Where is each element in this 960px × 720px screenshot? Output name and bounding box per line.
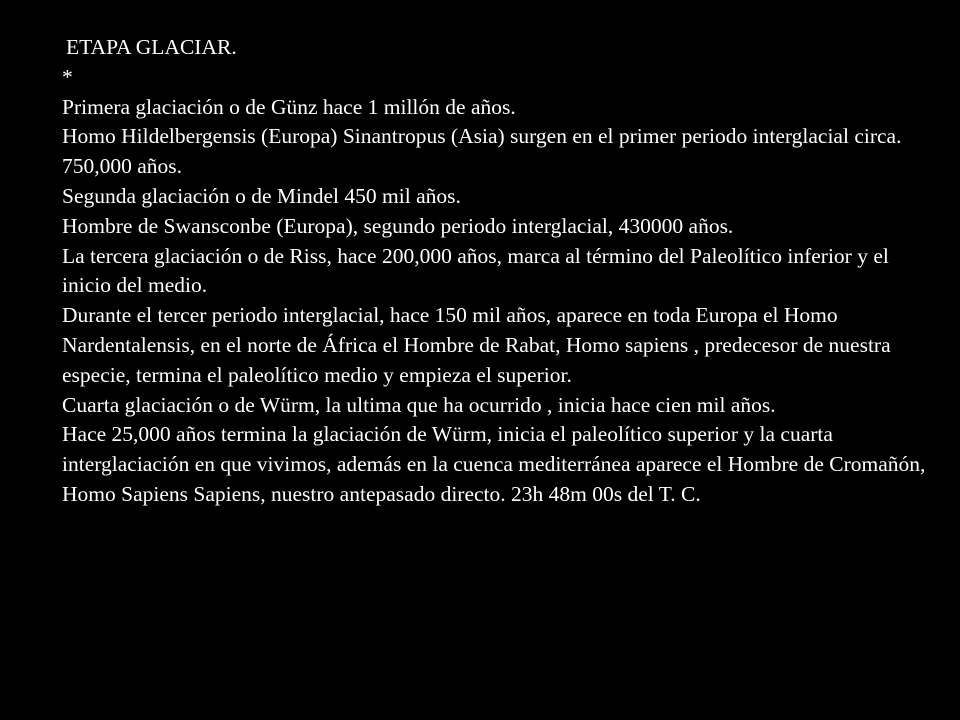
paragraph-riss: La tercera glaciación o de Riss, hace 200,000 años, marca al término del Paleolítico inferior y el inicio del medio. [62,243,889,298]
paragraph-third-interglacial: Durante el tercer periodo interglacial, hace 150 mil años, aparece en toda Europa el Homo Nardentalensis, en el norte de África el Hombre de Rabat, Homo sapiens , predecesor de nuestra especie, termina el paleolítico medio y empieza el superior. [62,303,891,387]
paragraph-wurm: Cuarta glaciación o de Würm, la ultima que ha ocurrido , inicia hace cien mil años. [62,392,776,417]
slide-text-body [62,33,942,510]
paragraph-second-interglacial: Hombre de Swansconbe (Europa), segundo periodo interglacial, 430000 años. [62,213,734,238]
bullet-marker: * [62,64,73,89]
paragraph-gunz: Primera glaciación o de Günz hace 1 millón de años. [62,94,516,119]
slide-title: ETAPA GLACIAR. [66,35,237,59]
paragraph-cromagnon: Hace 25,000 años termina la glaciación de Würm, inicia el paleolítico superior y la cuarta interglaciación en que vivimos, además en la cuenca mediterránea aparece el Hombre de Cromañón, Homo Sapiens Sapiens, nuestro antepasado directo. 23h 48m 00s del T. C. [62,422,926,506]
paragraph-mindel: Segunda glaciación o de Mindel 450 mil años. [62,183,461,208]
paragraph-first-interglacial: Homo Hildelbergensis (Europa) Sinantropus (Asia) surgen en el primer periodo interglacial circa. 750,000 años. [62,124,902,179]
